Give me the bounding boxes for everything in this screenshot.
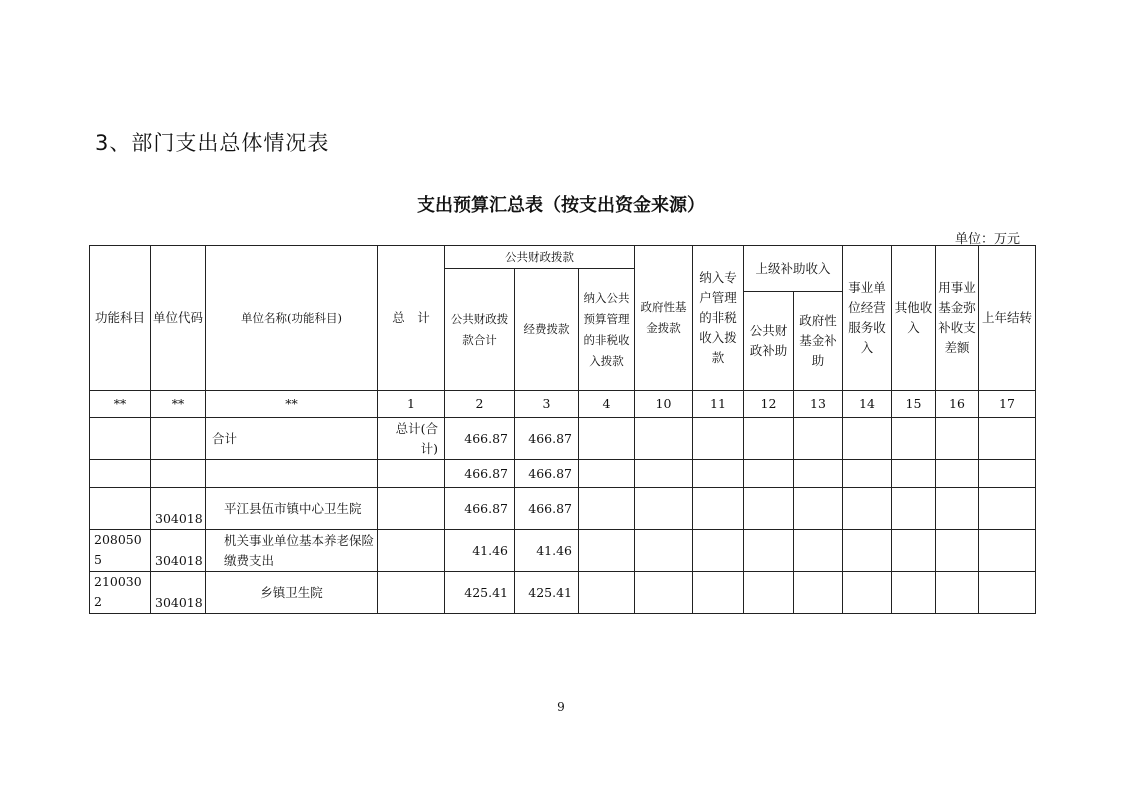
header-unit-name: 单位名称(功能科目): [206, 246, 378, 391]
header-func-subject: 功能科目: [90, 246, 151, 391]
public-finance-total-cell: 41.46: [445, 530, 515, 572]
total-cell: [378, 572, 445, 614]
header-public-finance-total: 公共财政拨款合计: [445, 269, 515, 391]
total-cell: [378, 530, 445, 572]
operating-funds-cell: 466.87: [515, 418, 579, 460]
header-carryover: 上年结转: [979, 246, 1036, 391]
index-cell: 14: [843, 391, 892, 418]
header-row-1: [90, 246, 1036, 269]
func-subject-cell: [90, 418, 151, 460]
index-cell: **: [151, 391, 206, 418]
operating-funds-cell: 41.46: [515, 530, 579, 572]
header-other-income: 其他收入: [892, 246, 936, 391]
unit-name-cell: [206, 460, 378, 488]
public-finance-total-cell: 466.87: [445, 488, 515, 530]
header-business-income: 事业单位经营服务收入: [843, 246, 892, 391]
index-cell: 11: [693, 391, 744, 418]
section-title: 3、部门支出总体情况表: [95, 131, 330, 155]
func-subject-cell: 2100302: [90, 572, 151, 614]
unit-code-cell: 304018: [151, 530, 206, 572]
unit-code-cell: 304018: [151, 572, 206, 614]
header-gov-fund: 政府性基金拨款: [635, 246, 693, 391]
operating-funds-cell: 466.87: [515, 460, 579, 488]
header-public-finance: 公共财政拨款: [445, 246, 635, 269]
index-cell: **: [90, 391, 151, 418]
index-row: [90, 391, 1036, 418]
header-gov-fund-subsidy: 政府性基金补助: [794, 292, 843, 391]
header-fund-balance: 用事业基金弥补收支差额: [936, 246, 979, 391]
operating-funds-cell: 466.87: [515, 488, 579, 530]
unit-label: 单位：万元: [955, 232, 1021, 247]
public-finance-total-cell: 466.87: [445, 460, 515, 488]
unit-code-cell: [151, 418, 206, 460]
table-row: [90, 530, 1036, 572]
index-cell: 12: [744, 391, 794, 418]
table-row: [90, 418, 1036, 460]
index-cell: 3: [515, 391, 579, 418]
operating-funds-cell: 425.41: [515, 572, 579, 614]
total-cell: [378, 460, 445, 488]
func-subject-cell: [90, 488, 151, 530]
table-row: [90, 488, 1036, 530]
page-number: 9: [557, 700, 565, 714]
unit-name-cell: 乡镇卫生院: [206, 572, 378, 614]
index-cell: 15: [892, 391, 936, 418]
unit-code-cell: [151, 460, 206, 488]
index-cell: 16: [936, 391, 979, 418]
unit-name-cell: 平江县伍市镇中心卫生院: [206, 488, 378, 530]
public-finance-total-cell: 425.41: [445, 572, 515, 614]
budget-table: [89, 245, 1036, 614]
header-public-finance-subsidy: 公共财政补助: [744, 292, 794, 391]
index-cell: 2: [445, 391, 515, 418]
func-subject-cell: [90, 460, 151, 488]
index-cell: 17: [979, 391, 1036, 418]
table-title: 支出预算汇总表（按支出资金来源）: [417, 195, 705, 216]
header-unit-code: 单位代码: [151, 246, 206, 391]
index-cell: **: [206, 391, 378, 418]
header-budget-nontax: 纳入公共预算管理的非税收入拨款: [579, 269, 635, 391]
unit-name-cell: 机关事业单位基本养老保险缴费支出: [206, 530, 378, 572]
table-row: [90, 460, 1036, 488]
index-cell: 4: [579, 391, 635, 418]
total-cell: 总计(合计): [378, 418, 445, 460]
header-total: 总 计: [378, 246, 445, 391]
header-superior-subsidy: 上级补助收入: [744, 246, 843, 292]
table-row: [90, 572, 1036, 614]
func-subject-cell: 2080505: [90, 530, 151, 572]
public-finance-total-cell: 466.87: [445, 418, 515, 460]
unit-code-cell: 304018: [151, 488, 206, 530]
header-special-nontax: 纳入专户管理的非税收入拨款: [693, 246, 744, 391]
total-cell: [378, 488, 445, 530]
index-cell: 13: [794, 391, 843, 418]
unit-name-cell: 合计: [206, 418, 378, 460]
index-cell: 1: [378, 391, 445, 418]
header-operating-funds: 经费拨款: [515, 269, 579, 391]
index-cell: 10: [635, 391, 693, 418]
